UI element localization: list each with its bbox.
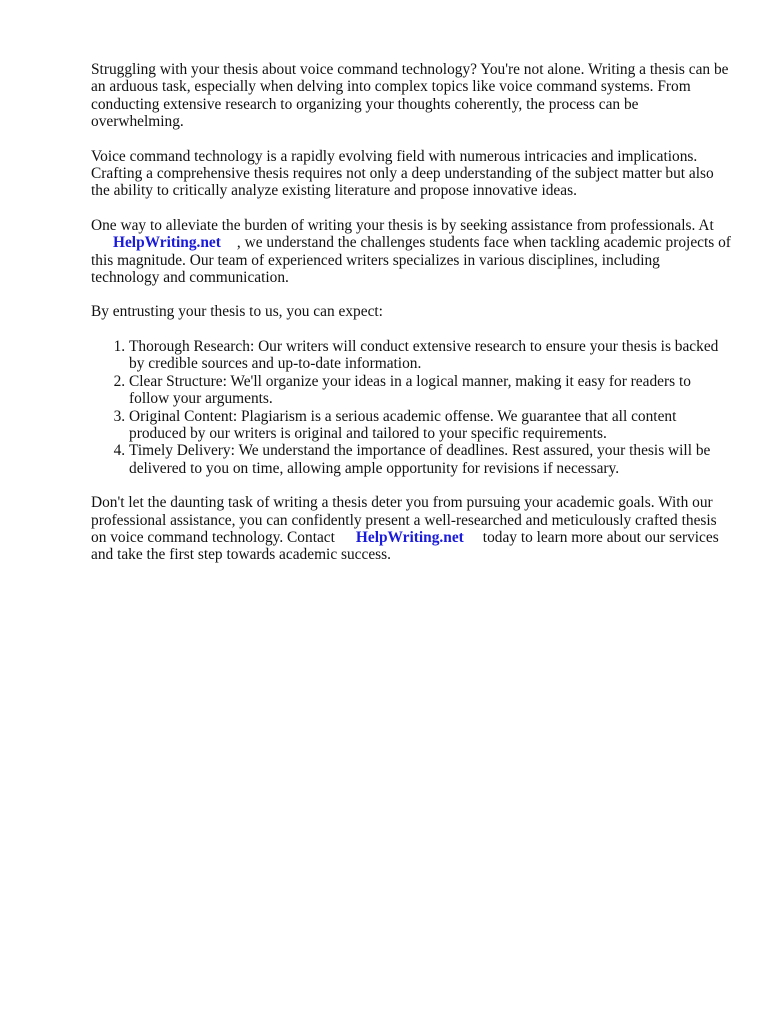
document-page: [91, 61, 731, 581]
intro-paragraph: Struggling with your thesis about voice command technology? You're not alone. Writing a thesis can be an arduous task, especially when delving into complex topics like voice command systems. From conducting extensive research to organizing your thoughts coherently, the process can be overwhelming.: [91, 61, 729, 131]
helpwriting-link[interactable]: HelpWriting.net: [113, 234, 221, 252]
context-paragraph: Voice command technology is a rapidly evolving field with numerous intricacies and implications. Crafting a comprehensive thesis requires not only a deep understanding of the subject matter but also the ability to critically analyze existing literature and propose innovative ideas.: [91, 147, 714, 200]
closing-paragraph: [91, 494, 731, 564]
list-item: 4. Timely Delivery: We understand the importance of deadlines. Rest assured, your thesis will be delivered to you on time, allowing ample opportunity for revisions if necessary.: [129, 442, 731, 477]
helpwriting-contact-link[interactable]: HelpWriting.net: [355, 528, 464, 546]
list-item: 2. Clear Structure: We'll organize your ideas in a logical manner, making it easy for readers to follow your arguments.: [129, 373, 731, 408]
offer-text-before: One way to alleviate the burden of writing your thesis is by seeking assistance from professionals. At: [91, 216, 714, 234]
closing-text-before: Don't let the daunting task of writing a thesis deter you from pursuing your academic goals. With our professional assistance, you can confidently present a well-researched and meticulously crafted thesis on voice command technology. Contact: [91, 494, 717, 546]
benefits-list: [91, 338, 731, 477]
list-item: 1. Thorough Research: Our writers will conduct extensive research to ensure your thesis is backed by credible sources and up-to-date information.: [129, 338, 731, 373]
list-item: 3. Original Content: Plagiarism is a serious academic offense. We guarantee that all content produced by our writers is original and tailored to your specific requirements.: [129, 408, 731, 443]
expect-paragraph: By entrusting your thesis to us, you can expect:: [91, 303, 383, 321]
closing-text-after: today to learn more about our services and take the first step towards academic success.: [91, 528, 719, 564]
offer-paragraph: [91, 217, 731, 287]
offer-text-after: , we understand the challenges students face when tackling academic projects of this magnitude. Our team of experienced writers specializes in various disciplines, including technology and communication.: [91, 234, 731, 287]
